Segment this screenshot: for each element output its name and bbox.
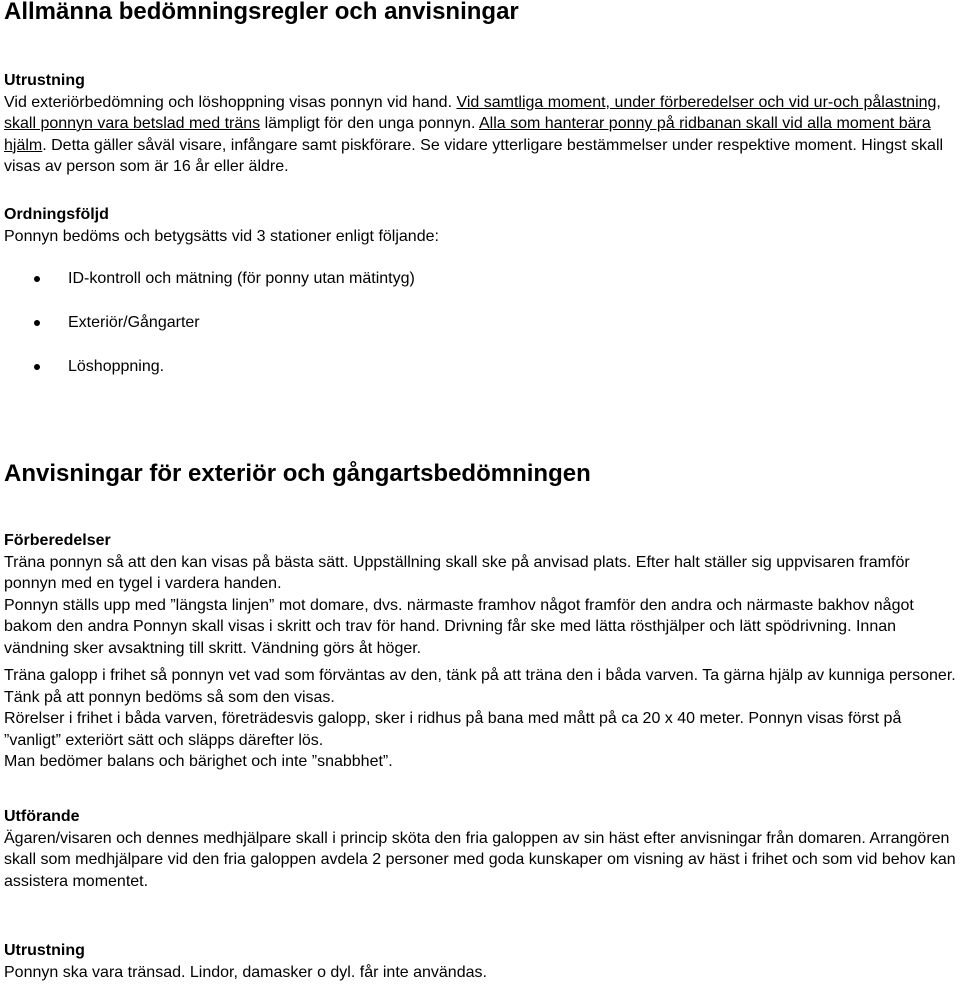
forberedelser-paragraph-4: Rörelser i frihet i båda varven, företrädesvis galopp, sker i ridhus på bana med mått på ca 20 x 40 meter. Ponnyn visas först på ”vanligt” exteriört sätt och släpps därefter lös. [4,710,902,749]
utrustning-paragraph [4,92,958,178]
list-item-text: Löshoppning. [68,358,165,375]
forberedelser-paragraph-3: Träna galopp i frihet så ponnyn vet vad som förväntas av den, tänk på att träna den i båda varven. Ta gärna hjälp av kunniga personer. Tänk på att ponnyn bedöms så som den visas. [4,667,956,706]
utforande-heading: Utförande [4,808,80,825]
bullet-icon [34,320,40,326]
utrustning-text-3: . Detta gäller såväl visare, infångare samt piskförare. Se vidare ytterligare bestämmelser under respektive moment. Hingst skall visas av person som är 16 år eller äldre. [4,136,944,175]
utrustning-underlined-1: Vid samtliga moment, under förberedelser och vid ur-och pålastning, skall ponnyn vara betslad med träns [4,93,941,132]
list-item [4,312,958,356]
utrustning-text-2: lämpligt för den unga ponnyn. [260,115,479,132]
utforande-section [4,806,958,892]
utforande-paragraph: Ägaren/visaren och dennes medhjälpare skall i princip sköta den fria galoppen av sin häst efter anvisningar från domaren. Arrangören skall som medhjälpare vid den fria galoppen avdela 2 personer med goda kunskaper om visning av häst i frihet och som vid behov kan assistera momentet. [4,829,956,890]
list-item-text: ID-kontroll och mätning (för ponny utan mätintyg) [68,270,415,287]
forberedelser-paragraph-2: Ponnyn ställs upp med ”längsta linjen” mot domare, dvs. närmaste framhov något framför den andra och närmaste bakhov något bakom den andra Ponnyn skall visas i skritt och trav för hand. Drivning får ske med lätta rösthjälper och lätt spödrivning. Innan vändning sker avsaktning till skritt. Vändning görs åt höger. [4,596,914,657]
ordningsfoljd-heading: Ordningsföljd [4,206,109,223]
list-item [4,268,958,312]
forberedelser-paragraph-5: Man bedömer balans och bärighet och inte ”snabbhet”. [4,753,393,770]
bullet-icon [34,364,40,370]
ordningsfoljd-intro: Ponnyn bedöms och betygsätts vid 3 stationer enligt följande: [4,227,439,245]
utrustning-section [4,70,958,178]
utrustning-section-2 [4,940,958,983]
ordningsfoljd-section [4,204,958,247]
station-list [4,268,958,400]
forberedelser-heading: Förberedelser [4,532,111,549]
utrustning-heading-2: Utrustning [4,942,85,959]
utrustning-underlined-2: Alla som hanterar ponny på ridbanan skall vid alla moment bära hjälm [4,115,931,154]
list-item [4,356,958,400]
list-item-text: Exteriör/Gångarter [68,314,200,331]
forberedelser-paragraph-1: Träna ponnyn så att den kan visas på bästa sätt. Uppställning skall ske på anvisad plats. Efter halt ställer sig uppvisaren framför ponnyn med en tygel i vardera handen. [4,553,910,592]
forberedelser-section [4,530,958,773]
utrustning-heading: Utrustning [4,72,85,89]
page-title: Allmänna bedömningsregler och anvisningar [4,0,519,25]
section-title: Anvisningar för exteriör och gångartsbedömningen [4,460,591,487]
utrustning-text-1: Vid exteriörbedömning och löshoppning visas ponnyn vid hand. [4,93,457,111]
utrustning-paragraph-2: Ponnyn ska vara tränsad. Lindor, damasker o dyl. får inte användas. [4,963,487,981]
bullet-icon [34,276,40,282]
